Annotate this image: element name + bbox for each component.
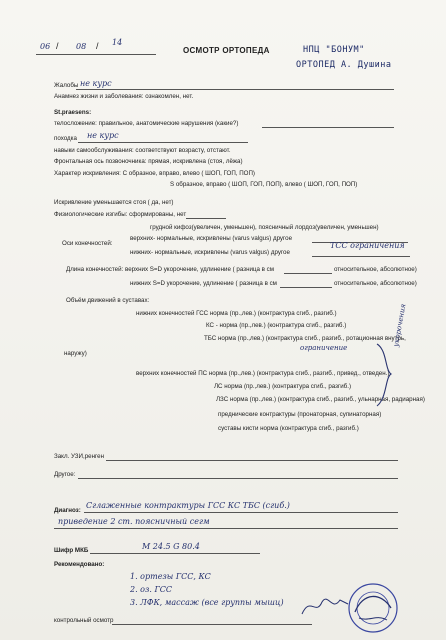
mkb-value: М 24.5 G 80.4 — [142, 542, 200, 551]
limb-axis-label: Оси конечностей: — [62, 240, 113, 247]
recommended-label: Рекомендовано: — [54, 561, 105, 568]
physique: телосложение: правильное, анатомические нарушения (какие?) — [54, 120, 239, 127]
ankle: ТБС норма (пр.,лев.) (контрактура сгиб., разгиб., ротационная внутрь, — [204, 335, 406, 342]
other-label: Другое: — [54, 471, 76, 478]
gait-label: походка — [54, 135, 77, 142]
mkb-label: Шифр МКБ — [54, 547, 89, 554]
kyphosis: грудной кифоз(увеличен, уменьшен), поясничный лордоз(увеличен, уменьшен) — [150, 224, 379, 231]
rom-label: Объём движений в суставах: — [66, 297, 150, 304]
limb-length-upper: Длина конечностей: верхних S=D укорочение, удлинение ( разница в см — [66, 266, 275, 273]
limb-length-lower-tail: относительное, абсолютное) — [334, 280, 417, 287]
ankle-outward: наружу) — [64, 350, 87, 357]
date-year: 14 — [112, 38, 123, 47]
selfcare: навыки самообслуживания: соответствуют возрасту, отстают. — [54, 147, 231, 154]
anamnesis: Анамнез жизни и заболевания: ознакомлен, нет. — [54, 93, 194, 100]
exam-form-sheet: 06 / 08 / 14 ОСМОТР ОРТОПЕДА НПЦ "БОНУМ" ОРТОПЕД А. Душина Жалобы не курс Анамнез жизни и заболевания: ознакомлен, нет. St.praesens: телосложение: правильное, анатомические нарушения (какие?) походка не курс навыки самообслуживания: соответствуют возрасту, отстают. Фронтальная ось позвоночника: прямая, искривлена (стоя, лёжа) Характер искривления: С образное, вправо, влево ( ШОП, ГОП, ПОП) S образное, вправо ( ШОП, ГОП, ПОП), влево ( ШОП, ГОП, ПОП) Искривление уменьшается стоя ( да, нет) Физиологические изгибы: сформированы, нет грудной кифоз(увеличен, уменьшен), поясничный лордоз(увеличен, уменьшен) Оси конечностей: верхних- нормальные, искривлены (varus valgus) другое нижних- нормальные, искривлены (varus valgus) другое ТСС ограничения Длина конечностей: верхних S=D укорочение, удлинение ( разница в см относительное, абсолютное) нижних S=D укорочение, удлинение ( разница в см относительное, абсолютное) Объём движений в суставах: нижних конечностей ГСС норма (пр.,лев.) (контрактура сгиб., разгиб.) КС - норма (пр.,лев.) (контрактура сгиб., разгиб.) ТБС норма (пр.,лев.) (контрактура сгиб., разгиб., ротационная внутрь, наружу) ограничение верхних конечностей ПС норма (пр.,лев.) (контрактура сгиб., разгиб., привед., отведен.) ЛС норма (пр.,лев.) (контрактура сгиб., разгиб.) ЛЗС норма (пр.,лев.) (контрактура сгиб., разгиб., ульнарная, радиарная) преднические контрактуры (пронаторная, супинаторная) суставы кисти норма (контрактура сгиб., разгиб.) укорочения Закл. УЗИ,ренген Другое: Диагноз: Сглаженные контрактуры ГСС КС ТБС (сгиб.) приведение 2 ст. поясничный сегм Шифр МКБ М 24.5 G 80.4 Рекомендовано: 1. ортезы ГСС, КС 2. оз. ГСС 3. ЛФК, массаж (все группы мышц) контрольный осмотр — [0, 0, 446, 640]
physio-curves: Физиологические изгибы: сформированы, нет — [54, 211, 187, 218]
elbow: ЛС норма (пр.,лев.) (контрактура сгиб., разгиб.) — [214, 383, 352, 390]
lower-axis-handwritten: ТСС ограничения — [330, 241, 405, 250]
rec-line3: 3. ЛФК, массаж (все группы мышц) — [130, 598, 284, 607]
page-title: ОСМОТР ОРТОПЕДА — [183, 46, 270, 55]
handwritten-right: укорочения — [392, 303, 408, 348]
spine-axis: Фронтальная ось позвоночника: прямая, искривлена (стоя, лёжа) — [54, 158, 243, 165]
signature — [300, 590, 350, 620]
rec-line2: 2. оз. ГСС — [130, 585, 172, 594]
hip: нижних конечностей ГСС норма (пр.,лев.) (контрактура сгиб., разгиб.) — [136, 310, 337, 317]
control-label: контрольный осмотр — [54, 617, 114, 624]
decrease-standing: Искривление уменьшается стоя ( да, нет) — [54, 199, 174, 206]
upper-limbs: верхних конечностей ПС норма (пр.,лев.) (контрактура сгиб., разгиб., привед., отведен.) — [136, 370, 390, 377]
complaints-label: Жалобы — [54, 82, 79, 89]
lower-axis: нижних- нормальные, искривлены (varus valgus) другое — [130, 249, 290, 256]
date-month: 08 — [76, 42, 87, 51]
upper-axis: верхних- нормальные, искривлены (varus valgus) другое — [130, 235, 293, 242]
rec-line1: 1. ортезы ГСС, КС — [130, 572, 211, 581]
curvature-c: Характер искривления: С образное, вправо, влево ( ШОП, ГОП, ПОП) — [54, 170, 255, 177]
knee: КС - норма (пр.,лев.) (контрактура сгиб., разгиб.) — [206, 322, 347, 329]
clinic-stamp-line2: ОРТОПЕД А. Душина — [296, 60, 392, 70]
uzi-label: Закл. УЗИ,ренген — [54, 453, 104, 460]
complaints-value: не курс — [80, 79, 112, 88]
diagnosis-line1: Сглаженные контрактуры ГСС КС ТБС (сгиб.) — [86, 501, 290, 510]
limb-length-lower: нижних S=D укорочение, удлинение ( разница в см — [130, 280, 277, 287]
gait-value: не курс — [87, 131, 119, 140]
pronation: преднические контрактуры (пронаторная, супинаторная) — [218, 411, 382, 418]
clinic-seal — [347, 582, 399, 634]
handwritten-brace — [373, 340, 413, 410]
clinic-stamp-line1: НПЦ "БОНУМ" — [303, 45, 365, 55]
hand: суставы кисти норма (контрактура сгиб., разгиб.) — [218, 425, 359, 432]
limb-length-upper-tail: относительное, абсолютное) — [334, 266, 417, 273]
status-praesens: St.praesens: — [54, 109, 92, 116]
handwritten-restriction: ограничение — [300, 344, 348, 352]
date-day: 06 — [40, 42, 51, 51]
wrist: ЛЗС норма (пр.,лев.) (контрактура сгиб., разгиб., ульнарная, радиарная) — [216, 396, 425, 403]
diagnosis-line2: приведение 2 ст. поясничный сегм — [58, 517, 210, 526]
diagnosis-label: Диагноз: — [54, 507, 81, 514]
curvature-s: S образное, вправо ( ШОП, ГОП, ПОП), влево ( ШОП, ГОП, ПОП) — [170, 181, 358, 188]
